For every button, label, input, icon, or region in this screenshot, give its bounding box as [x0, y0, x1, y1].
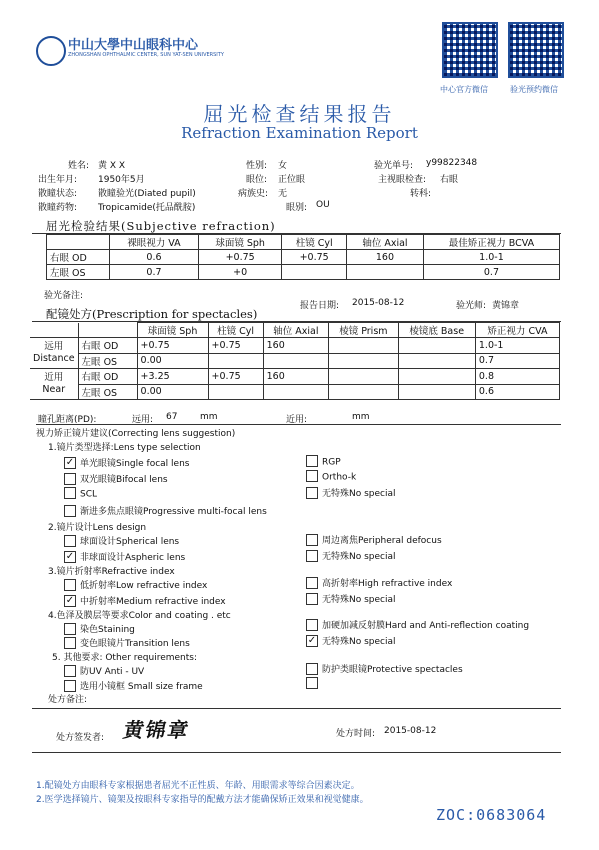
- prescription-table: 球面镜 Sph 柱镜 Cyl 轴位 Axial 棱镜 Prism 棱镜底 Base 矫正视力 CVA 远用 Distance 右眼 OD +0.75 +0.75 160 1.0-1 左眼 OS 0.00 0.7 近用 Near 右眼 OD +3.25 +0.75 160 0.8 左眼 OS 0.00 0.6: [30, 322, 560, 400]
- divider: [32, 752, 561, 753]
- divider: [32, 708, 561, 709]
- history-value: 无: [278, 189, 288, 199]
- transfer-label: 转科:: [410, 189, 432, 199]
- history-label: 病族史:: [238, 189, 269, 199]
- eye-position-label: 眼位:: [246, 175, 268, 185]
- eye-label: 眼别:: [286, 203, 308, 213]
- table-row: 左眼 OS 0.00 0.7: [30, 353, 560, 369]
- option-scl[interactable]: SCL: [64, 488, 97, 500]
- prescription-title: 配镜处方(Prescription for spectacles): [46, 307, 258, 321]
- col-axial: 轴位 Axial: [346, 235, 423, 250]
- hospital-logo: [36, 36, 66, 66]
- report-title-cn: 屈光检查结果报告: [203, 102, 396, 126]
- eye-value: OU: [316, 200, 330, 210]
- table-row: 左眼 OS 0.00 0.6: [30, 384, 560, 400]
- option-hard-ar-coating[interactable]: 加硬加减反射膜Hard and Anti-reflection coating: [306, 618, 529, 632]
- lens-design-heading: 2.镜片设计Lens design: [48, 523, 147, 533]
- report-date-value: 2015-08-12: [352, 298, 405, 308]
- col-va: 裸眼视力 VA: [110, 235, 199, 250]
- sex-label: 性别:: [246, 161, 268, 171]
- option-spherical[interactable]: 球面设计Spherical lens: [64, 534, 179, 548]
- lens-type-heading: 1.镜片类型选择:Lens type selection: [48, 443, 201, 453]
- option-transition[interactable]: 变色眼镜片Transition lens: [64, 636, 190, 650]
- order-no-label: 验光单号:: [374, 161, 414, 171]
- qr-label-official: 中心官方微信: [440, 85, 488, 94]
- table-row: 左眼 OS 0.7 +0 0.7: [47, 265, 560, 280]
- qr-code-booking: [508, 22, 564, 78]
- col-bcva: 最佳矫正视力 BCVA: [423, 235, 559, 250]
- option-high-index[interactable]: 高折射率High refractive index: [306, 576, 452, 590]
- dilation-label: 散瞳状态:: [38, 189, 78, 199]
- qr-label-booking: 验光预约微信: [510, 85, 558, 94]
- report-title-en: Refraction Examination Report: [181, 124, 418, 142]
- optometrist-value: 黄锦章: [492, 301, 520, 311]
- pd-near-unit: mm: [352, 412, 370, 422]
- name-label: 姓名:: [68, 161, 90, 171]
- pd-near-label: 近用:: [286, 415, 308, 425]
- eye-position-value: 正位眼: [278, 175, 306, 185]
- birth-label: 出生年月:: [38, 175, 78, 185]
- option-rgp[interactable]: RGP: [306, 456, 341, 468]
- drug-value: Tropicamide(托品酰胺): [98, 203, 196, 213]
- option-no-special-2[interactable]: 无特殊No special: [306, 549, 396, 563]
- serial-number: ZOC:0683064: [436, 806, 547, 824]
- order-no-value: y99822348: [426, 158, 478, 168]
- checkbox-checked[interactable]: ✓: [65, 550, 75, 562]
- birth-value: 1950年5月: [98, 175, 145, 185]
- option-bifocal[interactable]: 双光眼镜Bifocal lens: [64, 472, 168, 486]
- coating-heading: 4.色泽及膜层等要求Color and coating . etc: [48, 611, 231, 621]
- drug-label: 散瞳药物:: [38, 203, 78, 213]
- option-blank[interactable]: [306, 678, 322, 690]
- option-no-special-4[interactable]: ✓ 无特殊No special: [307, 634, 396, 647]
- hospital-name: 中山大學中山眼科中心: [68, 38, 199, 53]
- signature: 黄锦章: [121, 718, 193, 742]
- dominant-eye-label: 主视眼检查:: [378, 175, 427, 185]
- pd-far-label: 远用:: [132, 415, 154, 425]
- qr-code-official: [442, 22, 498, 78]
- optometrist-label: 验光师:: [456, 301, 487, 311]
- option-aspheric[interactable]: ✓ 非球面设计Aspheric lens: [65, 550, 186, 563]
- pd-far-unit: mm: [200, 412, 218, 422]
- issuer-label: 处方签发者:: [56, 733, 105, 743]
- sex-value: 女: [278, 161, 288, 171]
- checkbox-checked[interactable]: ✓: [65, 456, 75, 468]
- report-date-label: 报告日期:: [300, 301, 340, 311]
- checkbox-checked[interactable]: ✓: [307, 634, 317, 646]
- patient-info: [0, 158, 599, 218]
- option-ortho-k[interactable]: Ortho-k: [306, 471, 356, 483]
- option-staining[interactable]: 染色Staining: [64, 622, 135, 636]
- footer-note-2: 2.医学选择镜片、镜架及按眼科专家指导的配戴方法才能确保矫正效果和视觉健康。: [36, 795, 369, 805]
- hospital-name-en: ZHONGSHAN OPHTHALMIC CENTER, SUN YAT-SEN UNIVERSITY: [68, 52, 224, 58]
- checkbox-checked[interactable]: ✓: [65, 594, 75, 606]
- dominant-eye-value: 右眼: [440, 175, 459, 185]
- subjective-table: [46, 234, 560, 280]
- pd-row: [0, 412, 599, 424]
- dilation-value: 散瞳验光(Diated pupil): [98, 189, 196, 199]
- option-peripheral-defocus[interactable]: 周边离焦Peripheral defocus: [306, 533, 442, 547]
- suggestion-title: 视力矫正镜片建议(Correcting lens suggestion): [36, 429, 236, 439]
- option-low-index[interactable]: 低折射率Low refractive index: [64, 578, 207, 592]
- suggestion-section: [0, 440, 599, 690]
- option-protective[interactable]: 防护类眼镜Protective spectacles: [306, 662, 463, 676]
- footer-note-1: 1.配镜处方由眼科专家根据患者屈光不正性质、年龄、用眼需求等综合因素决定。: [36, 781, 360, 791]
- option-anti-uv[interactable]: 防UV Anti - UV: [64, 664, 144, 678]
- prescription-time-value: 2015-08-12: [384, 726, 437, 736]
- pd-far-value: 67: [166, 412, 178, 422]
- option-single-focal[interactable]: ✓ 单光眼镜Single focal lens: [65, 456, 190, 469]
- option-medium-index[interactable]: ✓ 中折射率Medium refractive index: [65, 594, 226, 607]
- refraction-remark-label: 验光备注:: [44, 291, 84, 301]
- prescription-remark-label: 处方备注:: [48, 695, 88, 705]
- col-sph: 球面镜 Sph: [198, 235, 281, 250]
- name-value: 黄 X X: [98, 161, 126, 171]
- option-no-special-1[interactable]: 无特殊No special: [306, 486, 396, 500]
- refractive-index-heading: 3.镜片折射率Refractive index: [48, 567, 175, 577]
- table-row: 远用 Distance 右眼 OD +0.75 +0.75 160 1.0-1: [30, 338, 560, 354]
- subjective-title: 屈光检验结果(Subjective refraction): [46, 219, 276, 233]
- prescription-time-label: 处方时间:: [336, 729, 376, 739]
- option-no-special-3[interactable]: 无特殊No special: [306, 592, 396, 606]
- table-row: 右眼 OD 0.6 +0.75 +0.75 160 1.0-1: [47, 250, 560, 265]
- other-req-heading: 5. 其他要求: Other requirements:: [52, 653, 198, 663]
- option-small-frame[interactable]: 选用小镜框 Small size frame: [64, 679, 203, 693]
- pd-label: 瞳孔距离(PD):: [38, 415, 97, 425]
- table-row: 近用 Near 右眼 OD +3.25 +0.75 160 0.8: [30, 369, 560, 385]
- col-cyl: 柱镜 Cyl: [282, 235, 347, 250]
- option-progressive[interactable]: 渐进多焦点眼镜Progressive multi-focal lens: [64, 504, 267, 518]
- divider: [36, 424, 561, 425]
